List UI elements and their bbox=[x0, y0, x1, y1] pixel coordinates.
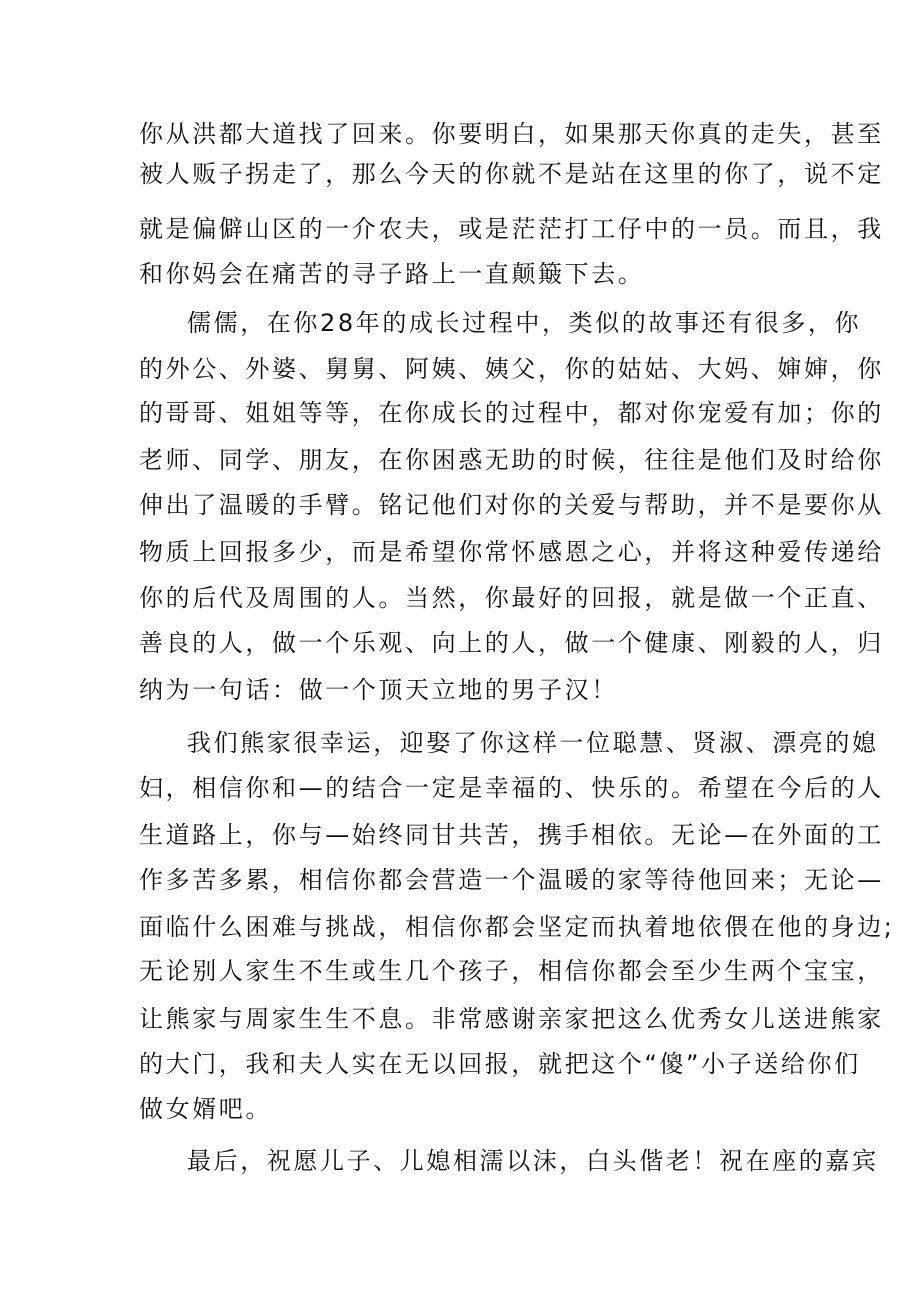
paragraph-start-line: 最后，祝愿儿子、儿媳相濡以沫，白头偕老！祝在座的嘉宾 bbox=[187, 1147, 879, 1175]
text-line: 你从洪都大道找了回来。你要明白，如果那天你真的走失，甚至 bbox=[139, 120, 884, 148]
text-line: 妇，相信你和—的结合一定是幸福的、快乐的。希望在今后的人 bbox=[139, 774, 884, 802]
text-line: 让熊家与周家生生不息。非常感谢亲家把这么优秀女儿送进熊家 bbox=[139, 1005, 884, 1033]
text-line: 做女婿吧。 bbox=[139, 1095, 272, 1123]
text-line: 生道路上，你与—始终同甘共苦，携手相依。无论—在外面的工 bbox=[139, 821, 884, 849]
text-line: 无论别人家生不生或生几个孩子，相信你都会至少生两个宝宝， bbox=[139, 957, 884, 985]
text-line: 老师、同学、朋友，在你困惑无助的时候，往往是他们及时给你 bbox=[139, 446, 884, 474]
text-line: 就是偏僻山区的一介农夫，或是茫茫打工仔中的一员。而且，我 bbox=[139, 215, 884, 243]
text-line: 作多苦多累，相信你都会营造一个温暖的家等待他回来；无论— bbox=[139, 866, 884, 894]
paragraph-start-line: 儒儒，在你28年的成长过程中，类似的故事还有很多，你 bbox=[187, 309, 862, 337]
text-line: 被人贩子拐走了，那么今天的你就不是站在这里的你了，说不定 bbox=[139, 160, 884, 188]
text-line: 纳为一句话：做一个顶天立地的男子汉！ bbox=[139, 676, 618, 704]
text-line: 善良的人，做一个乐观、向上的人，做一个健康、刚毅的人，归 bbox=[139, 629, 884, 657]
text-line: 面临什么困难与挑战，相信你都会坚定而执着地依偎在他的身边; bbox=[139, 913, 895, 941]
text-line: 你的后代及周围的人。当然，你最好的回报，就是做一个正直、 bbox=[139, 584, 884, 612]
paragraph-start-line: 我们熊家很幸运，迎娶了你这样一位聪慧、贤淑、漂亮的媳 bbox=[187, 729, 879, 757]
text-line: 物质上回报多少，而是希望你常怀感恩之心，并将这种爱传递给 bbox=[139, 538, 884, 566]
text-line: 的哥哥、姐姐等等，在你成长的过程中，都对你宠爱有加；你的 bbox=[139, 399, 884, 427]
text-line: 的外公、外婆、舅舅、阿姨、姨父，你的姑姑、大妈、婶婶，你 bbox=[139, 355, 884, 383]
text-line: 的大门，我和夫人实在无以回报，就把这个“傻”小子送给你们 bbox=[139, 1050, 861, 1078]
text-line: 和你妈会在痛苦的寻子路上一直颠簸下去。 bbox=[139, 260, 645, 288]
text-line: 伸出了温暖的手臂。铭记他们对你的关爱与帮助，并不是要你从 bbox=[139, 491, 884, 519]
